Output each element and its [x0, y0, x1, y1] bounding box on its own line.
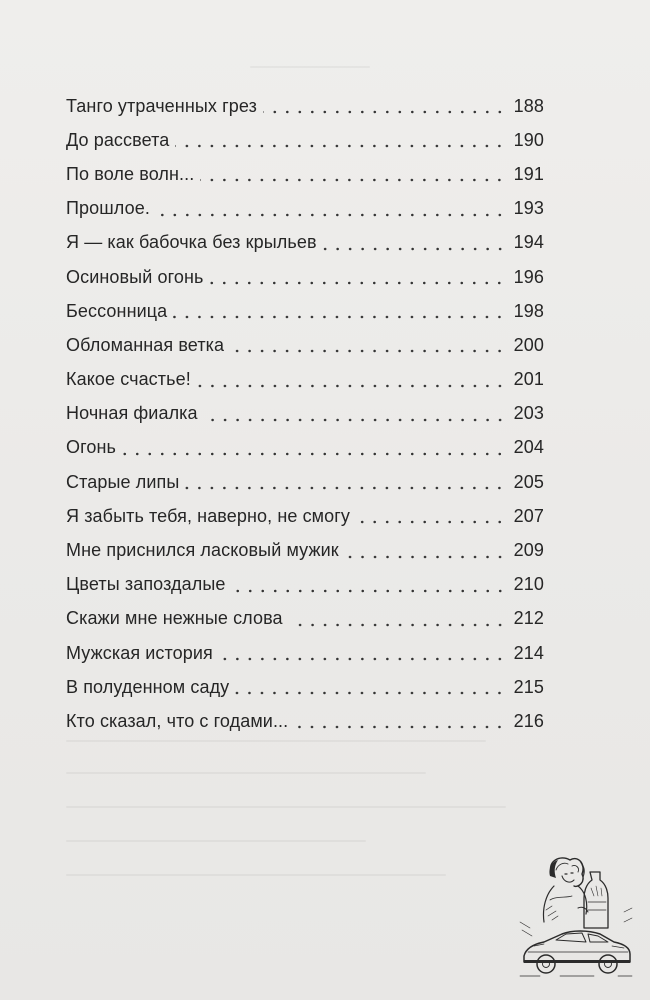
toc-entry-page: 212: [513, 608, 544, 629]
bleed-through-line: [66, 772, 426, 774]
toc-entry-title: Цветы запоздалые: [66, 574, 226, 595]
toc-entry[interactable]: [66, 602, 544, 636]
toc-leader-dots: [173, 303, 506, 321]
toc-leader-dots: [294, 713, 506, 731]
toc-entry[interactable]: [66, 431, 544, 465]
toc-entry-page: 207: [513, 505, 544, 526]
toc-entry-title: Какое счастье!: [66, 369, 191, 390]
toc-leader-dots: [345, 543, 506, 561]
toc-entry-title: Огонь: [66, 437, 116, 458]
toc-entry-title: Скажи мне нежные слова: [66, 608, 283, 629]
toc-entry-title: Мужская история: [66, 642, 213, 663]
toc-entry-page: 193: [513, 198, 544, 219]
toc-entry-page: 214: [513, 642, 544, 663]
toc-entry-page: 216: [513, 710, 544, 731]
toc-entry-page: 200: [513, 334, 544, 355]
toc-leader-dots: [200, 166, 506, 184]
toc-entry-page: 191: [513, 163, 544, 184]
toc-leader-dots: [356, 508, 506, 526]
toc-entry[interactable]: [66, 192, 544, 226]
toc-entry-page: 210: [513, 574, 544, 595]
toc-entry[interactable]: [66, 465, 544, 499]
toc-leader-dots: [197, 372, 506, 390]
toc-leader-dots: [289, 611, 506, 629]
toc-entry-title: Осиновый огонь: [66, 266, 204, 287]
woman-with-car-sketch-icon: [516, 852, 636, 982]
toc-entry-page: 203: [513, 403, 544, 424]
toc-leader-dots: [230, 337, 506, 355]
toc-entry[interactable]: [66, 226, 544, 260]
bleed-through-line: [66, 806, 506, 808]
toc-entry[interactable]: [66, 397, 544, 431]
toc-leader-dots: [235, 679, 506, 697]
toc-entry-page: 188: [513, 95, 544, 116]
toc-entry[interactable]: [66, 328, 544, 362]
bleed-through-line: [250, 66, 370, 68]
toc-entry[interactable]: [66, 294, 544, 328]
toc-entry-page: 201: [513, 369, 544, 390]
toc-entry[interactable]: [66, 157, 544, 191]
toc-entry-page: 209: [513, 540, 544, 561]
toc-entry-title: Ночная фиалка: [66, 403, 198, 424]
toc-entry[interactable]: [66, 670, 544, 704]
toc-entry-page: 205: [513, 471, 544, 492]
toc-entry-title: Танго утраченных грез: [66, 95, 257, 116]
bleed-through-line: [66, 874, 446, 876]
toc-entry-title: В полуденном саду: [66, 676, 230, 697]
toc-entry-title: До рассвета: [66, 129, 170, 150]
toc-entry-title: Я забыть тебя, наверно, не смогу: [66, 505, 351, 526]
toc-entry[interactable]: [66, 260, 544, 294]
toc-entry-page: 196: [513, 266, 544, 287]
toc-leader-dots: [204, 406, 506, 424]
toc-entry-title: Кто сказал, что с годами...: [66, 710, 289, 731]
toc-entry-page: 204: [513, 437, 544, 458]
toc-entry[interactable]: [66, 568, 544, 602]
toc-entry-page: 198: [513, 300, 544, 321]
toc-entry[interactable]: [66, 123, 544, 157]
toc-entry-page: 194: [513, 232, 544, 253]
toc-leader-dots: [122, 440, 506, 458]
toc-leader-dots: [263, 98, 506, 116]
toc-entry-title: Я — как бабочка без крыльев: [66, 232, 317, 253]
toc-entry-page: 190: [513, 129, 544, 150]
table-of-contents: [66, 89, 544, 739]
bleed-through-line: [66, 840, 366, 842]
bleed-through-line: [66, 740, 486, 742]
toc-entry[interactable]: [66, 89, 544, 123]
toc-entry-title: Прошлое.: [66, 198, 150, 219]
toc-entry-page: 215: [513, 676, 544, 697]
toc-entry-title: По воле волн...: [66, 163, 195, 184]
toc-entry[interactable]: [66, 636, 544, 670]
toc-leader-dots: [209, 269, 506, 287]
toc-entry[interactable]: [66, 499, 544, 533]
toc-entry-title: Бессонница: [66, 300, 168, 321]
toc-entry[interactable]: [66, 363, 544, 397]
toc-leader-dots: [232, 577, 506, 595]
toc-entry-title: Обломанная ветка: [66, 334, 225, 355]
toc-leader-dots: [175, 132, 506, 150]
toc-leader-dots: [323, 235, 506, 253]
toc-entry-title: Мне приснился ласковый мужик: [66, 540, 339, 561]
toc-leader-dots: [185, 474, 506, 492]
toc-entry[interactable]: [66, 704, 544, 738]
toc-entry[interactable]: [66, 533, 544, 567]
toc-entry-title: Старые липы: [66, 471, 180, 492]
toc-leader-dots: [156, 201, 506, 219]
toc-leader-dots: [219, 645, 506, 663]
